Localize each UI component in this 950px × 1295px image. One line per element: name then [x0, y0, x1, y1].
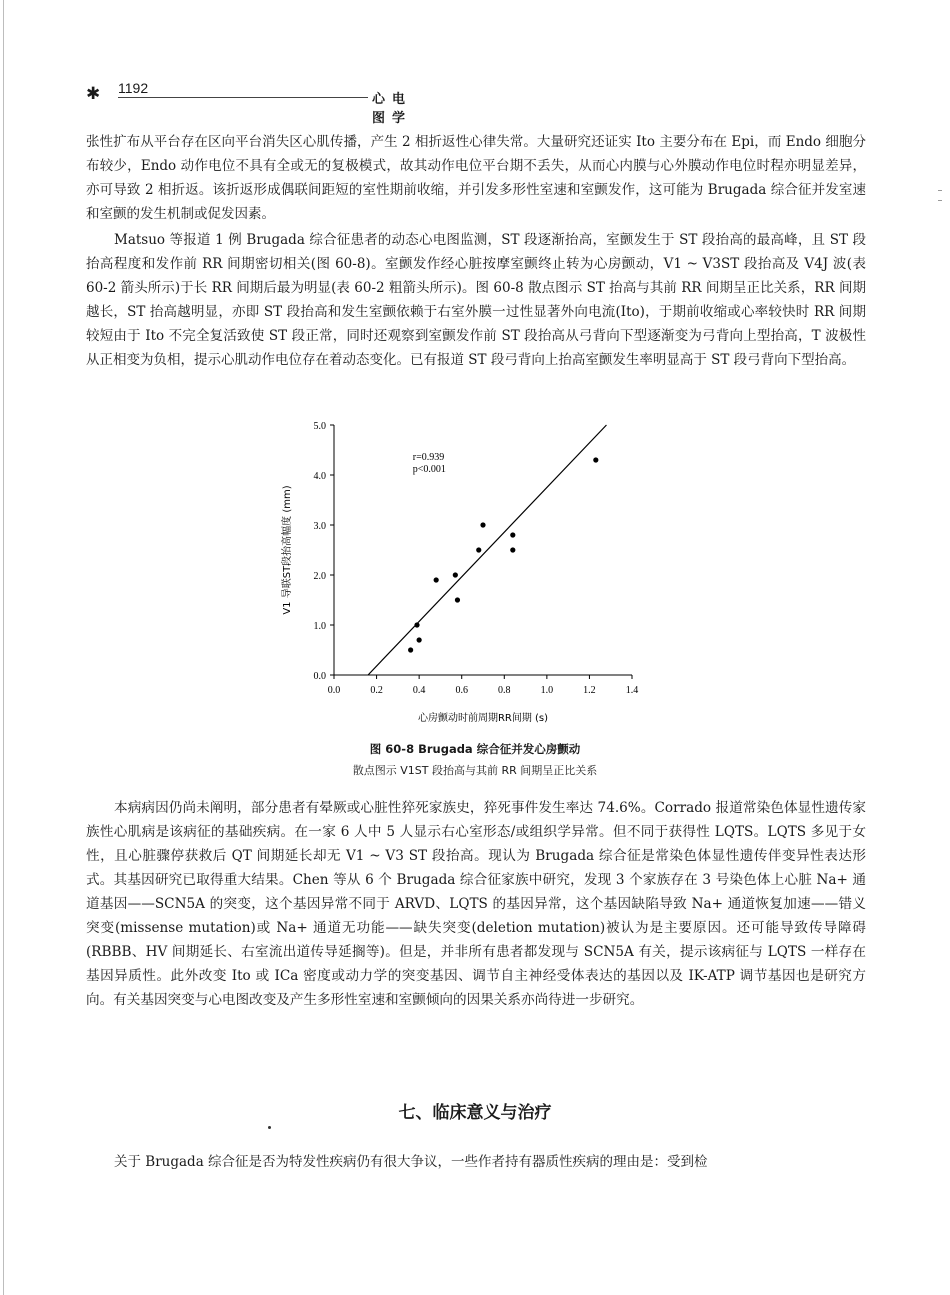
x-tick-label: 1.2: [583, 685, 596, 696]
x-tick-label: 0.6: [455, 685, 468, 696]
y-tick-label: 1.0: [313, 621, 326, 632]
paragraph-4: 关于 Brugada 综合征是否为特发性疾病仍有很大争议，一些作者持有器质性疾病的理由是：受到检: [114, 1154, 708, 1170]
y-tick-label: 2.0: [313, 571, 326, 582]
margin-tick: [938, 190, 942, 191]
x-tick-label: 0.2: [370, 685, 383, 696]
data-point: [455, 597, 460, 602]
paragraph-2: Matsuo 等报道 1 例 Brugada 综合征患者的动态心电图监测，ST 段逐渐抬高，室颤发生于 ST 段抬高的最高峰，且 ST 段抬高程度和发作前 RR 间期密切相关(图 60-8)。室颤发作经心脏按摩室颤终止转为心房颤动，V1 ~ V3ST 段抬高及 V4J 波(表 60-2 箭头所示)于长 RR 间期后最为明显(表 60-2 粗箭头所示)。图 60-8 散点图示 ST 抬高与其前 RR 间期呈正比关系，RR 间期越长，ST 抬高越明显，亦即 ST 段抬高和发生室颤依赖于右室外膜一过性显著外向电流(Ito)，于期前收缩或心率较快时 RR 间期较短由于 Ito 不完全复活致使 ST 段正常，同时还观察到室颤发作前 ST 段抬高从弓背向下型逐渐变为弓背向上型抬高，T 波极性从正相变为负相，提示心肌动作电位存在着动态变化。已有报道 ST 段弓背向上抬高室颤发生率明显高于 ST 段弓背向下型抬高。: [86, 232, 866, 368]
data-point: [593, 457, 598, 462]
regression-line: [368, 425, 606, 675]
book-title: 心电图学: [372, 92, 413, 126]
data-point: [414, 622, 419, 627]
x-axis-label: 心房颤动时前周期RR间期 (s): [417, 713, 549, 724]
figure-60-8-scatter-chart: [270, 415, 670, 735]
data-point: [510, 547, 515, 552]
stat-annotation: r=0.939: [412, 452, 445, 463]
stat-annotation: p<0.001: [412, 464, 446, 475]
page-number: 1192: [118, 80, 149, 96]
header-rule: [118, 97, 368, 98]
stray-dot: [268, 1126, 271, 1129]
y-tick-label: 0.0: [313, 671, 326, 682]
data-point: [417, 637, 422, 642]
running-header: [86, 80, 416, 126]
figure-caption-title: 图 60-8 Brugada 综合征并发心房颤动: [369, 742, 581, 756]
y-axis-label: V1 导联ST段抬高幅度 (mm): [282, 485, 293, 615]
paragraph-3: 本病病因仍尚未阐明，部分患者有晕厥或心脏性猝死家族史，猝死事件发生率达 74.6%。Corrado 报道常染色体显性遗传家族性心肌病是该病征的基础疾病。在一家 6 人中 5 人显示右心室形态/或组织学异常。但不同于获得性 LQTS。LQTS 多见于女性，且心脏骤停获救后 QT 间期延长却无 V1 ~ V3 ST 段抬高。现认为 Brugada 综合征是常染色体显性遗传伴变异性表达形式。其基因研究已取得重大结果。Chen 等从 6 个 Brugada 综合征家族中研究，发现 3 个家族存在 3 号染色体上心脏 Na+ 通道基因——SCN5A 的突变，这个基因异常不同于 ARVD、LQTS 的基因异常，这个基因缺陷导致 Na+ 通道恢复加速——错义突变(missense mutation)或 Na+ 通道无功能——缺失突变(deletion mutation)被认为是主要原因。还可能导致传导障碍(RBBB、HV 间期延长、右室流出道传导延搁等)。但是，并非所有患者都发现与 SCN5A 有关，提示该病征与 LQTS 一样存在基因异质性。此外改变 Ito 或 ICa 密度或动力学的突变基因、调节自主神经受体表达的基因以及 IK-ATP 调节基因也是研究方向。有关基因突变与心电图改变及产生多形性室速和室颤倾向的因果关系亦尚待进一步研究。: [86, 800, 866, 1008]
x-tick-label: 1.0: [540, 685, 554, 696]
y-tick-label: 3.0: [313, 521, 326, 532]
data-point: [476, 547, 481, 552]
scatter-plot-svg: [270, 415, 670, 735]
x-tick-label: 0.8: [498, 685, 511, 696]
data-point: [453, 572, 458, 577]
margin-tick: [938, 200, 942, 201]
figure-caption-subtitle: 散点图示 V1ST 段抬高与其前 RR 间期呈正比关系: [352, 764, 598, 777]
data-point: [480, 522, 485, 527]
data-point: [510, 532, 515, 537]
asterisk-icon: ✱: [86, 84, 101, 104]
data-point: [408, 647, 413, 652]
paragraph-1: 张性扩布从平台存在区向平台消失区心肌传播，产生 2 相折返性心律失常。大量研究还证实 Ito 主要分布在 Epi，而 Endo 细胞分布较少，Endo 动作电位不具有全或无的复极模式，故其动作电位平台期不丢失，从而心内膜与心外膜动作电位时程亦明显差异，亦可导致 2 相折返。该折返形成偶联间距短的室性期前收缩，并引发多形性室速和室颤发作，这可能为 Brugada 综合征并发室速和室颤的发生机制或促发因素。: [86, 134, 866, 222]
section-heading: 七、临床意义与治疗: [398, 1103, 552, 1123]
y-tick-label: 5.0: [313, 421, 326, 432]
x-tick-label: 1.4: [625, 685, 639, 696]
data-point: [434, 577, 439, 582]
y-tick-label: 4.0: [313, 471, 326, 482]
x-tick-label: 0.0: [327, 685, 341, 696]
x-tick-label: 0.4: [412, 685, 426, 696]
